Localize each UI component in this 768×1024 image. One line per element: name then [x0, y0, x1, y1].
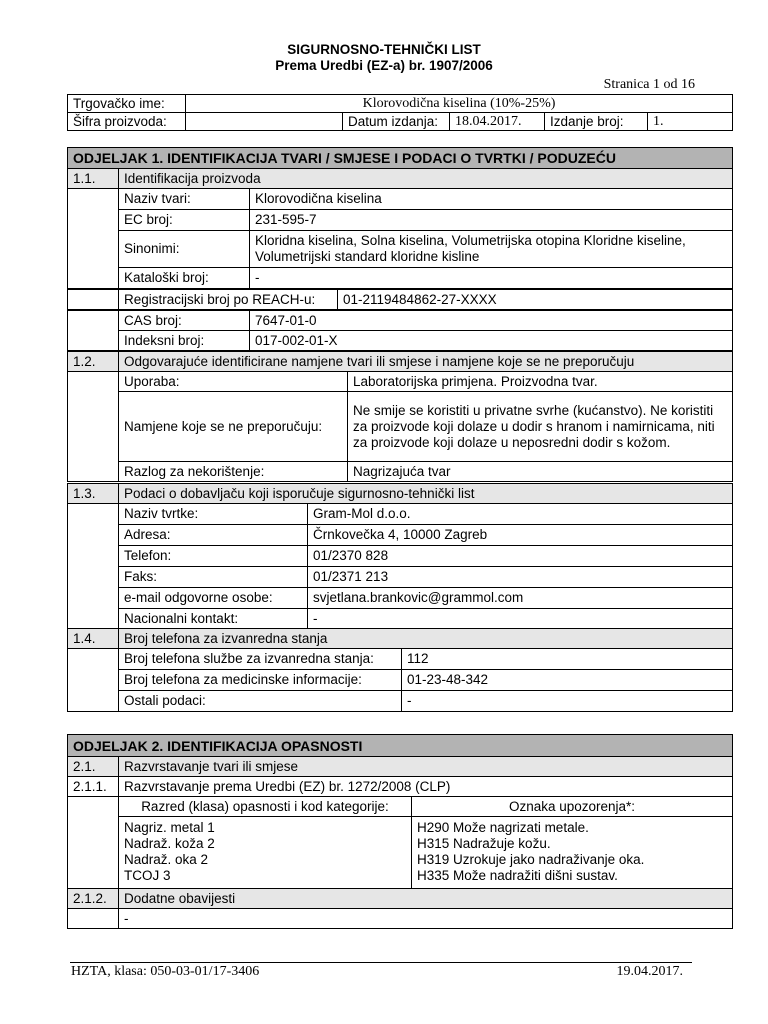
hazard-statement-list [412, 817, 733, 889]
field-label: Namjene koje se ne preporučuju: [119, 392, 348, 462]
section-1-1-rows-b [67, 289, 733, 310]
section-1-1-rows [67, 188, 733, 289]
indent-cell [68, 311, 119, 351]
field-value: Kloridna kiselina, Solna kiselina, Volumetrijska otopina Kloridne kiseline, Volumetrijski standard kloridne kisline [250, 231, 733, 268]
additional-info-value: - [119, 909, 733, 929]
indent-cell [68, 189, 119, 289]
field-value: 01/2371 213 [308, 567, 733, 588]
field-value: - [250, 268, 733, 289]
hazard-class-header: Razred (klasa) opasnosti i kod kategorije: [119, 797, 412, 817]
indent-cell [68, 290, 119, 310]
page-number: Stranica 1 od 16 [603, 77, 695, 92]
field-value: Laboratorijska primjena. Proizvodna tvar. [348, 372, 733, 392]
subsection-2-1-1-number: 2.1.1. [68, 777, 119, 797]
subsection-2-1-number: 2.1. [68, 757, 119, 777]
field-label: Nacionalni kontakt: [119, 609, 308, 630]
field-value: - [402, 691, 733, 712]
product-info-table [67, 94, 733, 131]
field-label: Razlog za nekorištenje: [119, 462, 348, 482]
field-label: Adresa: [119, 525, 308, 546]
field-label: Uporaba: [119, 372, 348, 392]
subsection-1-4-title: Broj telefona za izvanredna stanja [119, 629, 733, 649]
subsection-1-1-number: 1.1. [68, 169, 119, 189]
hazard-statement-item: H290 Može nagrizati metale. [417, 820, 589, 835]
field-value: Gram-Mol d.o.o. [308, 504, 733, 525]
section-2-title: ODJELJAK 2. IDENTIFIKACIJA OPASNOSTI [68, 735, 733, 757]
issue-date-label: Datum izdanja: [343, 113, 450, 131]
field-label: Sinonimi: [119, 231, 250, 268]
hazard-statement-item: H335 Može nadražiti dišni sustav. [417, 868, 618, 883]
field-value: 017-002-01-X [250, 331, 733, 351]
field-label: Ostali podaci: [119, 691, 402, 712]
hazard-class-list [119, 817, 412, 889]
indent-cell [68, 649, 119, 712]
section-1-1-rows-c [67, 310, 733, 351]
issue-number-value: 1. [648, 113, 733, 131]
field-value: - [308, 609, 733, 630]
hazard-class-item: Nadraž. koža 2 [124, 836, 215, 851]
trade-name-label: Trgovačko ime: [68, 95, 186, 113]
field-value: 7647-01-0 [250, 311, 733, 331]
subsection-1-4-number: 1.4. [68, 629, 119, 649]
field-value: Klorovodična kiselina [250, 189, 733, 210]
document-subtitle: Prema Uredbi (EZ-a) br. 1907/2006 [275, 58, 493, 73]
section-1-table [67, 147, 733, 189]
field-label: Broj telefona službe za izvanredna stanja: [119, 649, 402, 670]
indent-cell [68, 504, 119, 630]
indent-cell [68, 797, 119, 889]
product-code-label: Šifra proizvoda: [68, 113, 186, 131]
subsection-1-2-number: 1.2. [68, 352, 119, 372]
section-1-2 [67, 351, 733, 482]
field-value: 01-23-48-342 [402, 670, 733, 691]
section-1-title: ODJELJAK 1. IDENTIFIKACIJA TVARI / SMJESE I PODACI O TVRTKI / PODUZEĆU [68, 148, 733, 169]
hazard-statement-item: H319 Uzrokuje jako nadraživanje oka. [417, 852, 645, 867]
field-value: Ne smije se koristiti u privatne svrhe (kućanstvo). Ne koristiti za proizvode koji dolaze u dodir s hranom i namirnicama, niti za proizvode koji dolaze u neposredni dodir s kožom. [348, 392, 733, 462]
field-label: Kataloški broj: [119, 268, 250, 289]
hazard-statement-item: H315 Nadražuje kožu. [417, 836, 551, 851]
subsection-2-1-1-title: Razvrstavanje prema Uredbi (EZ) br. 1272/2008 (CLP) [119, 777, 733, 797]
footer-divider [70, 962, 692, 963]
field-label: Broj telefona za medicinske informacije: [119, 670, 402, 691]
trade-name-value: Klorovodična kiselina (10%-25%) [186, 95, 733, 113]
hazard-class-item: TCOJ 3 [124, 868, 171, 883]
field-value: 231-595-7 [250, 210, 733, 231]
field-value: svjetlana.brankovic@grammol.com [308, 588, 733, 609]
field-label: Indeksni broj: [119, 331, 250, 351]
footer-reference: HZTA, klasa: 050-03-01/17-3406 [71, 964, 260, 979]
issue-date-value: 18.04.2017. [450, 113, 545, 131]
field-label: Naziv tvari: [119, 189, 250, 210]
hazard-class-item: Nagriz. metal 1 [124, 820, 215, 835]
indent-cell [68, 909, 119, 929]
subsection-1-3-title: Podaci o dobavljaču koji isporučuje sigurnosno-tehnički list [119, 484, 733, 504]
hazard-class-item: Nadraž. oka 2 [124, 852, 209, 867]
field-value: 112 [402, 649, 733, 670]
field-label: e-mail odgovorne osobe: [119, 588, 308, 609]
field-value: 01/2370 828 [308, 546, 733, 567]
field-value: Nagrizajuća tvar [348, 462, 733, 482]
field-value: 01-2119484862-27-XXXX [338, 290, 733, 310]
subsection-2-1-title: Razvrstavanje tvari ili smjese [119, 757, 733, 777]
footer-date: 19.04.2017. [616, 964, 683, 979]
section-1-3 [67, 483, 733, 630]
product-code-value [186, 113, 343, 131]
indent-cell [68, 372, 119, 482]
subsection-2-1-2-title: Dodatne obavijesti [119, 889, 733, 909]
subsection-1-1-title: Identifikacija proizvoda [119, 169, 733, 189]
document-title: SIGURNOSNO-TEHNIČKI LIST [287, 42, 481, 57]
section-1-4 [67, 628, 733, 712]
issue-number-label: Izdanje broj: [545, 113, 648, 131]
subsection-1-3-number: 1.3. [68, 484, 119, 504]
field-label: CAS broj: [119, 311, 250, 331]
field-label: EC broj: [119, 210, 250, 231]
field-value: Črnkovečka 4, 10000 Zagreb [308, 525, 733, 546]
field-label: Registracijski broj po REACH-u: [119, 290, 338, 310]
section-2-table [67, 734, 733, 929]
field-label: Telefon: [119, 546, 308, 567]
field-label: Naziv tvrtke: [119, 504, 308, 525]
hazard-statement-header: Oznaka upozorenja*: [412, 797, 733, 817]
subsection-1-2-title: Odgovarajuće identificirane namjene tvari ili smjese i namjene koje se ne preporučuju [119, 352, 733, 372]
subsection-2-1-2-number: 2.1.2. [68, 889, 119, 909]
field-label: Faks: [119, 567, 308, 588]
